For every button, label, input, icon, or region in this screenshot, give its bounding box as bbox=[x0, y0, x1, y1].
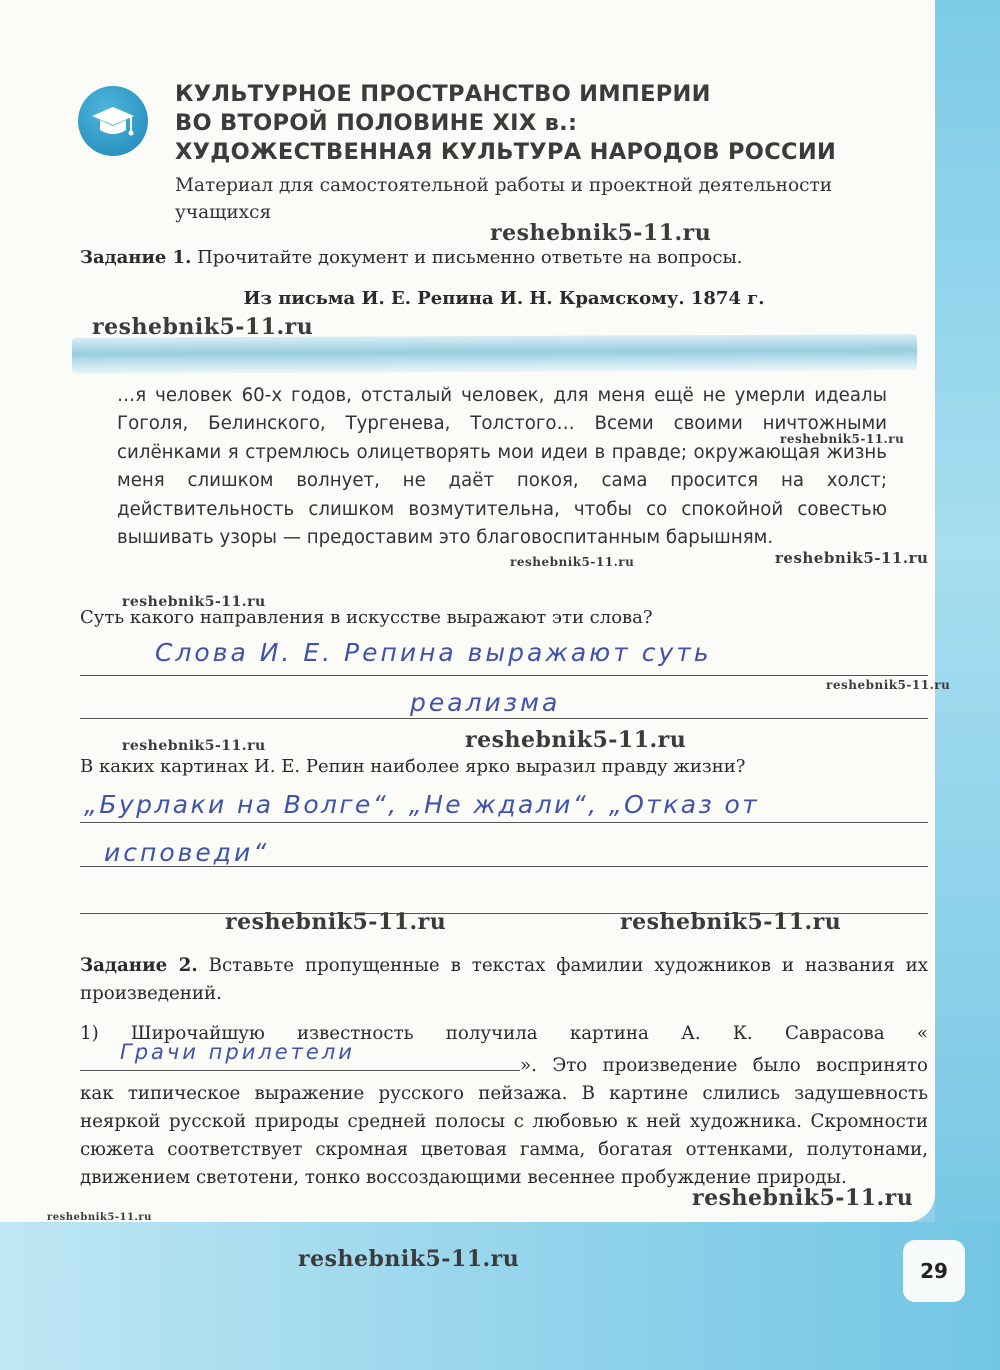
item1-rest: ». Это произведение было воспринято как типическое выражение русского пейзажа. В картине слились задушевность неяркой русской природы средней полосы с любовью к ней художника. Скромности сюжета соответствует скромная цветовая гамма, богатая оттенками, полутонами, движением светотени, тонко воссоздающими весеннее пробуждение природы. bbox=[80, 1055, 928, 1188]
quote-text: …я человек 60-х годов, отсталый человек, для меня ещё не умерли идеалы Гоголя, Белинского, Тургенева, Толстого… Всеми своими ничтожными силёнками я стремлюсь олицетворять мои идеи в правде; окружающая жизнь меня слишком волнует, не даёт покоя, сама просится на холст; действительность слишком возмутительна, чтобы со спокойной совестью вышивать узоры — предоставим это благовоспитанным барышням. bbox=[117, 385, 887, 549]
watermark: reshebnik5-11.ru bbox=[826, 678, 951, 692]
task2-text: Вставьте пропущенные в текстах фамилии художников и названия их произведений. bbox=[80, 955, 929, 1004]
watermark: reshebnik5-11.ru bbox=[298, 1246, 520, 1272]
watermark: reshebnik5-11.ru bbox=[692, 1185, 914, 1211]
page-number: 29 bbox=[903, 1240, 965, 1302]
watermark: reshebnik5-11.ru bbox=[620, 909, 842, 935]
decorative-divider bbox=[72, 334, 917, 374]
page-edge-bottom bbox=[0, 1222, 1000, 1370]
handwritten-answer-2b: исповеди“ bbox=[104, 838, 270, 867]
question-1: Суть какого направления в искусстве выражают эти слова? bbox=[80, 607, 653, 628]
handwritten-answer-1b: реализма bbox=[410, 688, 561, 717]
question-2: В каких картинах И. Е. Репин наиболее ярко выразил правду жизни? bbox=[80, 756, 746, 777]
task1-heading bbox=[80, 244, 928, 272]
answer-line bbox=[80, 822, 928, 823]
task1-text: Прочитайте документ и письменно ответьте на вопросы. bbox=[191, 247, 743, 268]
watermark: reshebnik5-11.ru bbox=[490, 220, 712, 246]
task1-label: Задание 1. bbox=[80, 247, 192, 268]
watermark: reshebnik5-11.ru bbox=[92, 314, 314, 340]
answer-line bbox=[80, 718, 928, 719]
task2-label: Задание 2. bbox=[80, 955, 198, 976]
answer-line bbox=[80, 866, 928, 867]
watermark: reshebnik5-11.ru bbox=[780, 432, 905, 446]
watermark: reshebnik5-11.ru bbox=[122, 594, 266, 610]
task2-item-1 bbox=[80, 1020, 928, 1192]
title-line-2: ВО ВТОРОЙ ПОЛОВИНЕ XIX в.: bbox=[175, 110, 578, 136]
watermark: reshebnik5-11.ru bbox=[47, 1212, 152, 1223]
watermark: reshebnik5-11.ru bbox=[775, 549, 929, 567]
handwritten-answer-2a: „Бурлаки на Волге“, „Не ждали“, „Отказ от bbox=[84, 790, 760, 819]
handwritten-answer-1a: Слова И. Е. Репина выражают суть bbox=[155, 638, 712, 667]
subtitle: Материал для самостоятельной работы и проектной деятельности учащихся bbox=[175, 175, 833, 223]
item1-start: 1) Широчайшую известность получила картина А. К. Саврасова « bbox=[80, 1023, 928, 1044]
answer-blank bbox=[80, 1040, 520, 1071]
graduation-cap-icon bbox=[78, 86, 148, 156]
watermark: reshebnik5-11.ru bbox=[465, 727, 687, 753]
title-line-1: КУЛЬТУРНОЕ ПРОСТРАНСТВО ИМПЕРИИ bbox=[175, 81, 711, 107]
handwritten-answer-3: Грачи прилетели bbox=[120, 1040, 355, 1064]
watermark: reshebnik5-11.ru bbox=[510, 555, 635, 569]
watermark: reshebnik5-11.ru bbox=[225, 909, 447, 935]
page-title bbox=[175, 80, 915, 167]
watermark: reshebnik5-11.ru bbox=[122, 738, 266, 754]
document-title: Из письма И. Е. Репина И. Н. Крамскому. 1874 г. bbox=[243, 288, 765, 309]
answer-line bbox=[80, 675, 928, 676]
task2-heading bbox=[80, 952, 928, 1008]
title-line-3: ХУДОЖЕСТВЕННАЯ КУЛЬТУРА НАРОДОВ РОССИИ bbox=[175, 139, 837, 165]
